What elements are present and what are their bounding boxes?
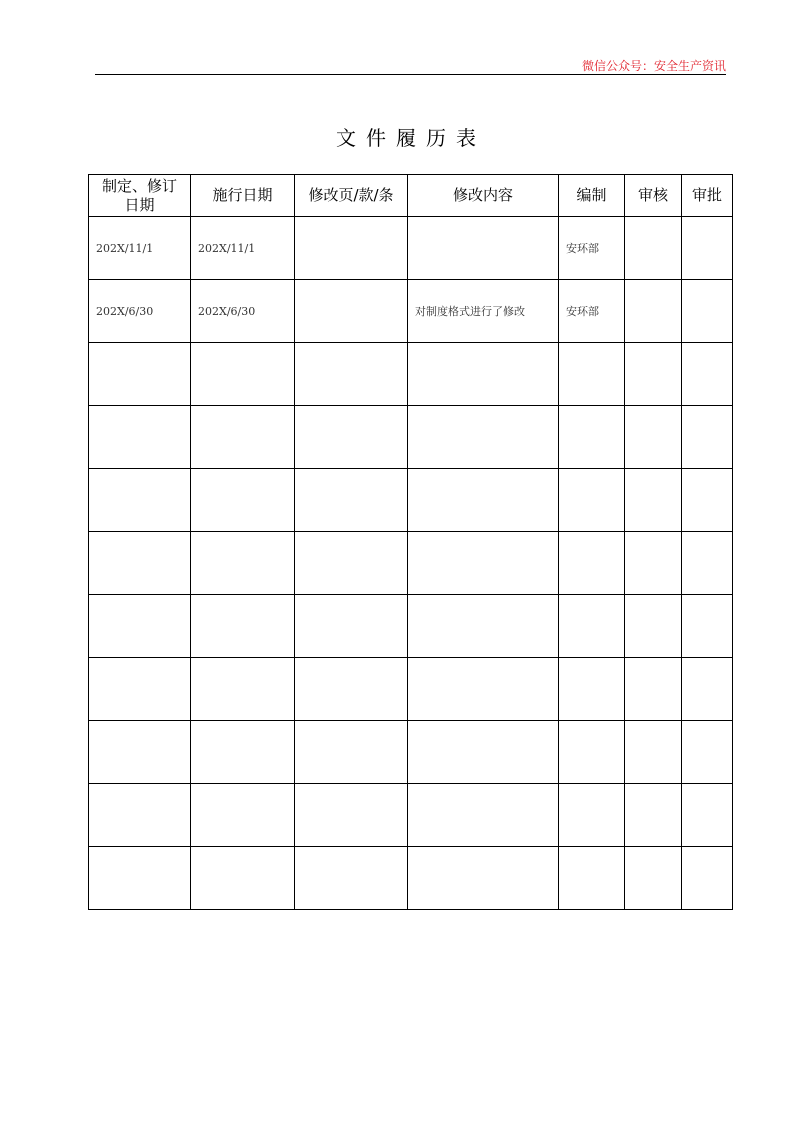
cell-effective-date [191,847,295,910]
cell-reviewed-by [625,595,682,658]
cell-modified-clause [295,658,408,721]
cell-approved-by [682,469,733,532]
revision-history-table [88,174,733,910]
cell-modified-clause [295,532,408,595]
cell-prepared-by [559,595,625,658]
cell-reviewed-by [625,469,682,532]
column-header-revision-date: 制定、修订日期 [89,175,191,217]
cell-approved-by [682,343,733,406]
cell-modification-content [408,784,559,847]
cell-reviewed-by [625,532,682,595]
cell-modified-clause [295,217,408,280]
cell-approved-by [682,721,733,784]
table-row [89,784,733,847]
cell-modified-clause [295,343,408,406]
cell-prepared-by [559,658,625,721]
cell-revision-date [89,721,191,784]
column-header-modified-clause: 修改页/款/条 [295,175,408,217]
table-header-row [89,175,733,217]
cell-effective-date: 202X/11/1 [191,217,295,280]
page-title: 文件履历表 [336,126,486,150]
cell-reviewed-by [625,280,682,343]
cell-modification-content [408,343,559,406]
cell-modified-clause [295,847,408,910]
cell-modified-clause [295,595,408,658]
table-row [89,658,733,721]
cell-revision-date [89,847,191,910]
cell-revision-date [89,406,191,469]
table-row [89,280,733,343]
cell-reviewed-by [625,721,682,784]
cell-approved-by [682,847,733,910]
cell-revision-date [89,784,191,847]
cell-reviewed-by [625,217,682,280]
cell-effective-date [191,595,295,658]
cell-revision-date: 202X/6/30 [89,280,191,343]
cell-effective-date [191,469,295,532]
cell-revision-date [89,469,191,532]
cell-reviewed-by [625,658,682,721]
cell-modified-clause [295,721,408,784]
cell-revision-date [89,343,191,406]
table-row [89,595,733,658]
cell-reviewed-by [625,847,682,910]
table-row [89,343,733,406]
table-row [89,217,733,280]
cell-modification-content [408,217,559,280]
cell-prepared-by [559,406,625,469]
cell-approved-by [682,532,733,595]
cell-prepared-by: 安环部 [559,280,625,343]
cell-modified-clause [295,280,408,343]
cell-revision-date: 202X/11/1 [89,217,191,280]
column-header-effective-date: 施行日期 [191,175,295,217]
cell-modified-clause [295,406,408,469]
cell-reviewed-by [625,343,682,406]
cell-approved-by [682,784,733,847]
table-row [89,721,733,784]
table-row [89,406,733,469]
column-header-modification-content: 修改内容 [408,175,559,217]
cell-prepared-by [559,469,625,532]
header-watermark: 微信公众号：安全生产资讯 [581,59,726,73]
cell-modified-clause [295,469,408,532]
cell-effective-date [191,406,295,469]
cell-modification-content [408,406,559,469]
cell-approved-by [682,658,733,721]
cell-prepared-by [559,532,625,595]
cell-modification-content [408,532,559,595]
column-header-prepared-by: 编制 [559,175,625,217]
cell-effective-date [191,343,295,406]
cell-approved-by [682,595,733,658]
cell-revision-date [89,595,191,658]
cell-revision-date [89,532,191,595]
column-header-reviewed-by: 审核 [625,175,682,217]
cell-prepared-by [559,343,625,406]
column-header-approved-by: 审批 [682,175,733,217]
cell-effective-date [191,658,295,721]
cell-prepared-by: 安环部 [559,217,625,280]
table-row [89,532,733,595]
cell-modification-content [408,595,559,658]
cell-reviewed-by [625,784,682,847]
cell-modification-content [408,847,559,910]
cell-reviewed-by [625,406,682,469]
cell-prepared-by [559,784,625,847]
cell-prepared-by [559,847,625,910]
cell-modification-content [408,721,559,784]
cell-modification-content: 对制度格式进行了修改 [408,280,559,343]
cell-modified-clause [295,784,408,847]
header-rule [95,74,726,75]
cell-revision-date [89,658,191,721]
cell-approved-by [682,217,733,280]
cell-effective-date [191,721,295,784]
cell-approved-by [682,406,733,469]
cell-modification-content [408,658,559,721]
table-row [89,847,733,910]
cell-modification-content [408,469,559,532]
table-row [89,469,733,532]
cell-effective-date: 202X/6/30 [191,280,295,343]
cell-effective-date [191,532,295,595]
cell-effective-date [191,784,295,847]
cell-prepared-by [559,721,625,784]
cell-approved-by [682,280,733,343]
